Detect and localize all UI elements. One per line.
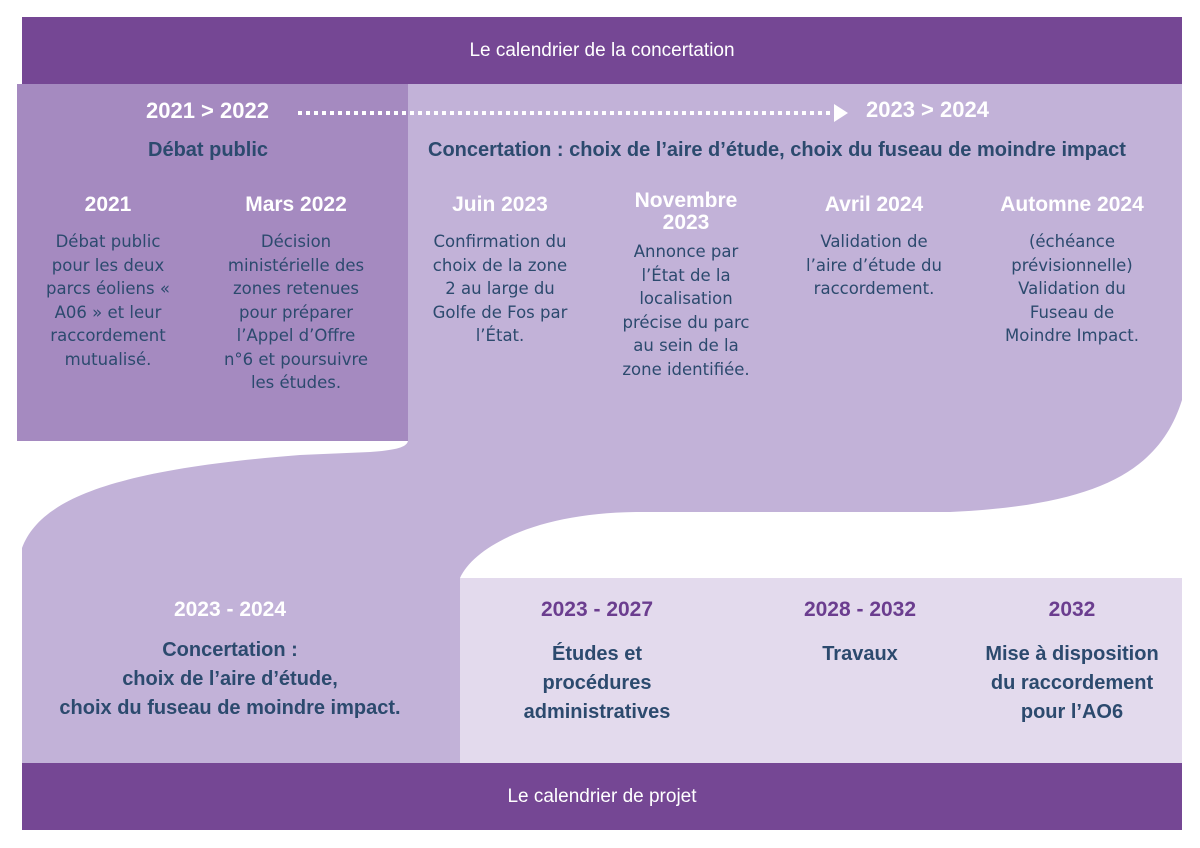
milestone-column [418, 194, 582, 348]
projet-footer-title: Le calendrier de projet [507, 785, 697, 807]
project-phase-label: Études et procédures administratives [523, 643, 671, 723]
milestone-column [206, 194, 386, 395]
milestone-description: (échéance prévisionnelle) Validation du Fuseau de Moindre Impact. [1005, 232, 1139, 345]
milestone-column [598, 190, 774, 381]
range-left: 2021 > 2022 [146, 98, 269, 123]
milestone-description: Décision ministérielle des zones retenues pour préparer l’Appel d’Offre n°6 et poursuivre les études. [223, 232, 369, 392]
milestone-column [794, 194, 954, 301]
section-title-debat: Débat public [148, 139, 269, 161]
milestone-date: 2021 [84, 193, 132, 216]
concertation-header [22, 17, 1182, 84]
milestone-description: Validation de l’aire d’étude du raccordement. [806, 232, 942, 298]
project-phase-date: 2028 - 2032 [803, 598, 917, 621]
milestone-column [28, 194, 188, 371]
projet-footer [22, 763, 1182, 830]
project-phase-label: Concertation : choix de l’aire d’étude, choix du fuseau de moindre impact. [59, 639, 401, 719]
milestone-date: Novembre 2023 [634, 189, 738, 234]
project-phase [30, 598, 430, 723]
milestone-description: Débat public pour les deux parcs éoliens « A06 » et leur raccordement mutualisé. [46, 232, 170, 369]
project-phase-date: 2023 - 2027 [540, 598, 654, 621]
project-phase-date: 2032 [1048, 598, 1096, 621]
project-phase [496, 598, 698, 727]
project-phase [964, 598, 1180, 727]
milestone-description: Confirmation du choix de la zone 2 au large du Golfe de Fos par l’État. [432, 232, 568, 345]
milestone-date: Mars 2022 [245, 193, 347, 216]
project-phase-date: 2023 - 2024 [173, 598, 287, 621]
milestone-date: Automne 2024 [1000, 193, 1144, 216]
project-phase-label: Travaux [822, 643, 898, 665]
project-phase-label: Mise à disposition du raccordement pour l’AO6 [985, 643, 1159, 723]
milestone-date: Avril 2024 [824, 193, 924, 216]
milestone-column [980, 194, 1164, 348]
project-phase [760, 598, 960, 669]
milestone-description: Annonce par l’État de la localisation précise du parc au sein de la zone identifiée. [622, 242, 750, 379]
concertation-header-title: Le calendrier de la concertation [469, 39, 735, 61]
range-right: 2023 > 2024 [866, 97, 989, 122]
milestone-date: Juin 2023 [452, 193, 548, 216]
section-title-concertation: Concertation : choix de l’aire d’étude, choix du fuseau de moindre impact [428, 139, 1126, 161]
